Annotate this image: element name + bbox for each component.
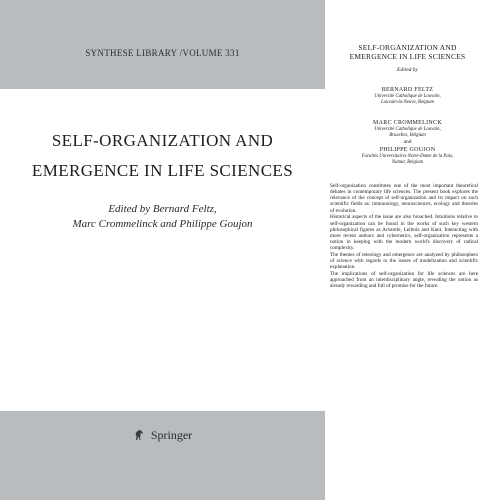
- editor-affiliation: Université Catholique de Louvain,: [374, 94, 441, 99]
- editor-affiliation: Namur, Belgium: [391, 160, 424, 165]
- edited-by-label: Edited by: [397, 67, 418, 73]
- editor-block: [325, 119, 490, 139]
- back-title-line-1: SELF-ORGANIZATION AND: [358, 43, 457, 52]
- cover-title-line-2: EMERGENCE IN LIFE SCIENCES: [31, 161, 294, 180]
- back-title-line-2: EMERGENCE IN LIFE SCIENCES: [349, 52, 466, 61]
- back-cover: [325, 0, 490, 500]
- publisher-name: Springer: [150, 428, 193, 442]
- editor-block: [325, 146, 490, 166]
- springer-horse-icon: [133, 429, 145, 445]
- blurb-paragraph: The themes of teleology and emergence are analyzed by philosophers of science with regards to the issues of modelization and scientific explanation.: [330, 251, 478, 271]
- editor-name: PHILIPPE GOUJON: [379, 147, 436, 153]
- series-label: SYNTHESE LIBRARY /VOLUME 331: [85, 48, 240, 58]
- cover-title-line-1: SELF-ORGANIZATION AND: [51, 131, 274, 150]
- editor-affiliation: Facultés Universitaires Notre-Dame de la Paix,: [361, 154, 454, 159]
- back-title: [325, 43, 490, 61]
- publisher-logo: [0, 428, 325, 445]
- editor-affiliation: Université Catholique de Louvain,: [374, 127, 441, 132]
- blurb-paragraph: Self-organization constitutes one of the most important theoretical debates in contemporary life sciences. The present book explores the relevance of the concept of self-organization and its impact on such scientific fields as: immunology, neurosciences, ecology and theories of evolution.: [330, 183, 478, 214]
- and-label: and: [403, 139, 412, 145]
- editor-affiliation: Louvain-la-Neuve, Belgium: [380, 100, 435, 105]
- cover-editors: [0, 202, 325, 232]
- back-cover-blurb: [330, 183, 478, 290]
- cover-editors-line-1: Edited by Bernard Feltz,: [108, 203, 217, 215]
- editor-name: MARC CROMMELINCK: [373, 120, 442, 126]
- editor-block: [325, 86, 490, 106]
- cover-editors-line-2: Marc Crommelinck and Philippe Goujon: [72, 218, 253, 230]
- editor-name: BERNARD FELTZ: [381, 87, 434, 93]
- blurb-paragraph: The implications of self-organization for life sciences are here approached from an interdisciplinary angle, revealing the notion as already rewarding and full of promise for the future.: [330, 270, 478, 290]
- blurb-paragraph: Historical aspects of the issue are also broached. Intuitions relative to self-organization can be found in the works of such key western philosophical figures as Aristotle, Leibniz and Kant. Interacting with more recent authors and cybernetics, self-organization represents a notion in keeping with the modern world's discovery of radical complexity.: [330, 214, 478, 252]
- cover-title: [0, 126, 325, 186]
- editor-affiliation: Bruxelles, Belgium: [389, 133, 426, 138]
